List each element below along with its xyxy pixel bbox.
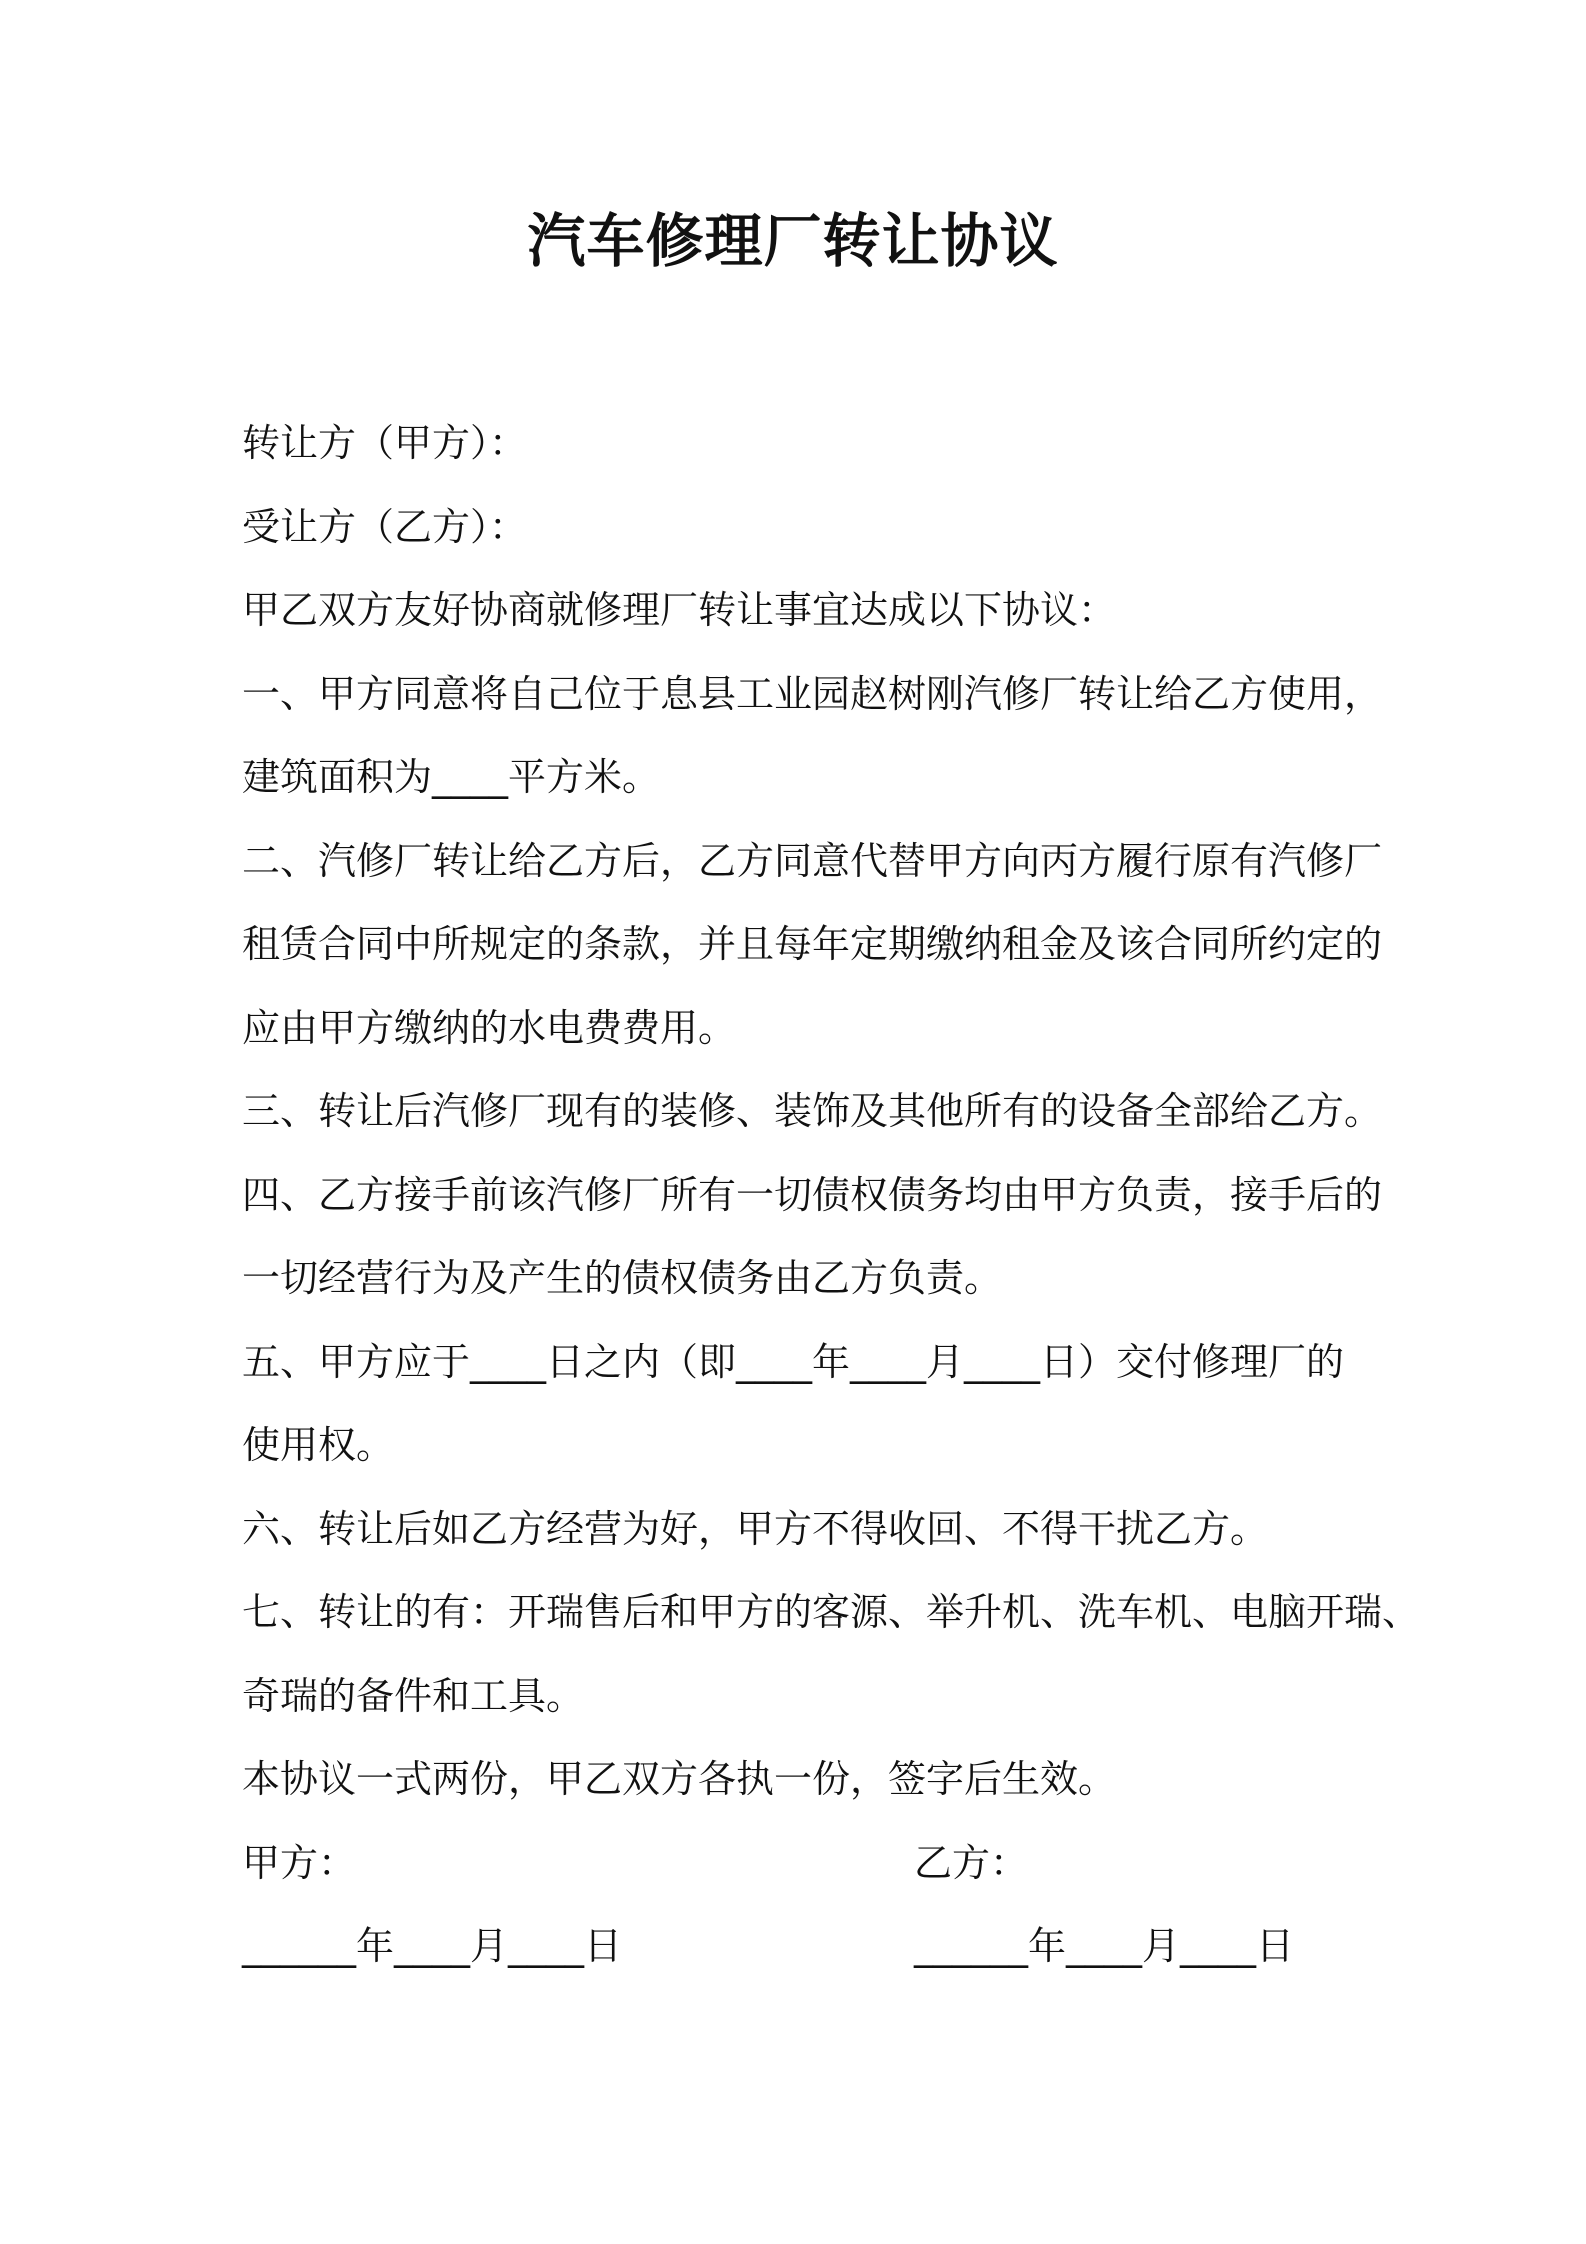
- clause-7-line-2: 奇瑞的备件和工具。: [242, 1673, 585, 1718]
- party-a-signature-label: 甲方：: [242, 1840, 357, 1885]
- clause-4-line-1: 四、乙方接手前该汽修厂所有一切债权债务均由甲方负责，接手后的: [242, 1172, 1383, 1217]
- clause-5-line-1: 五、甲方应于____日之内（即____年____月____日）交付修理厂的: [242, 1339, 1345, 1384]
- clause-2-line-1: 二、汽修厂转让给乙方后，乙方同意代替甲方向丙方履行原有汽修厂: [242, 838, 1383, 883]
- clause-3: 三、转让后汽修厂现有的装修、装饰及其他所有的设备全部给乙方。: [242, 1089, 1383, 1133]
- transferee-label: 受让方（乙方）：: [242, 504, 528, 549]
- clause-5-line-2: 使用权。: [242, 1423, 395, 1467]
- signature-row: [242, 1822, 1362, 1906]
- transferor-label: 转让方（甲方）：: [242, 421, 528, 465]
- clause-2-line-3: 应由甲方缴纳的水电费费用。: [242, 1005, 737, 1050]
- party-b-signature-label: 乙方：: [914, 1840, 1029, 1885]
- clause-4-line-2: 一切经营行为及产生的债权债务由乙方负责。: [242, 1256, 1003, 1300]
- date-row: [242, 1905, 1362, 1989]
- party-b-date: ______年____月____日: [914, 1924, 1295, 1968]
- document-title: 汽车修理厂转让协议: [527, 207, 1059, 275]
- clause-2-line-2: 租赁合同中所规定的条款，并且每年定期缴纳租金及该合同所约定的: [242, 922, 1383, 966]
- party-a-date: ______年____月____日: [242, 1924, 623, 1968]
- clause-1-line-2: 建筑面积为____平方米。: [242, 755, 661, 799]
- intro-paragraph: 甲乙双方友好协商就修理厂转让事宜达成以下协议：: [242, 588, 1117, 632]
- document-body: [242, 402, 1421, 1989]
- closing-statement: 本协议一式两份，甲乙双方各执一份，签字后生效。: [242, 1757, 1117, 1801]
- clause-6: 六、转让后如乙方经营为好，甲方不得收回、不得干扰乙方。: [242, 1506, 1269, 1551]
- clause-1-line-1: 一、甲方同意将自己位于息县工业园赵树刚汽修厂转让给乙方使用，: [242, 671, 1383, 716]
- clause-7-line-1: 七、转让的有：开瑞售后和甲方的客源、举升机、洗车机、电脑开瑞、: [242, 1590, 1421, 1634]
